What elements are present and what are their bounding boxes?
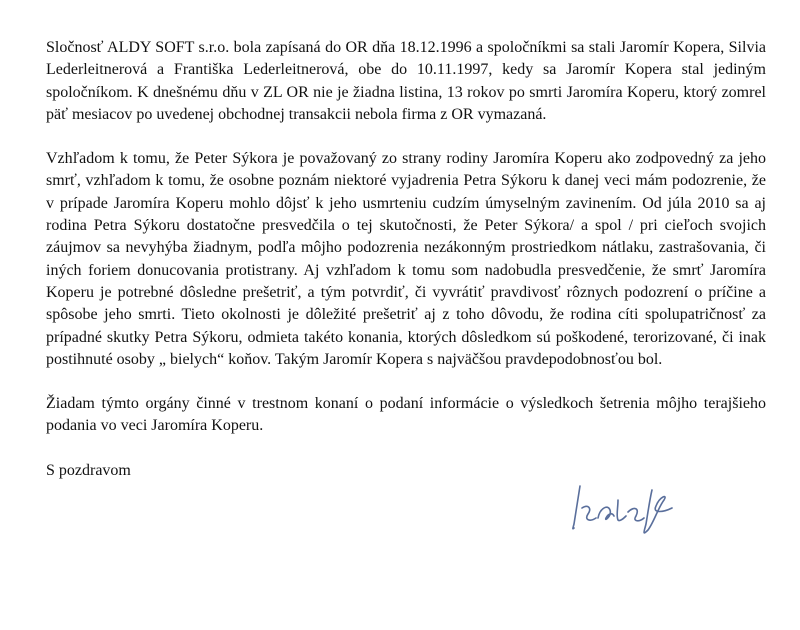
closing-greeting: S pozdravom	[46, 461, 131, 479]
document-body	[46, 37, 766, 482]
paragraph-suspicion: Vzhľadom k tomu, že Peter Sýkora je považovaný zo strany rodiny Jaromíra Koperu ako zodpovedný za jeho smrť, vzhľadom k tomu, že osobne poznám niektoré vyjadrenia Petra Sýkoru k danej veci mám podozrenie, že v prípade Jaromíra Koperu mohlo dôjsť k jeho usmrteniu cudzím úmyselným zavinením. Od júla 2010 sa aj rodina Petra Sýkoru dostatočne presvedčila o tej skutočnosti, že Peter Sýkora/ a spol / pri cieľoch svojich záujmov sa nevyhýba žiadnym, podľa môjho podozrenia nezákonným prostriedkom nátlaku, zastrašovania, či iných foriem donucovania protistrany. Aj vzhľadom k tomu som nadobudla presvedčenie, že smrť Jaromíra Koperu je potrebné dôsledne prešetriť, a tým potvrdiť, či vyvrátiť pravdivosť rôznych podozrení o príčine a spôsobe jeho smrti. Tieto okolnosti je dôležité prešetriť aj z toho dôvodu, že rodina cíti spolupatričnosť za prípadné skutky Petra Sýkoru, odmieta takéto konania, ktorých dôsledkom sú poškodené, terorizované, či inak postihnuté osoby „ bielych“ koňov. Takým Jaromír Kopera s najväčšou pravdepodobnosťou bol.	[46, 150, 766, 368]
paragraph-company-registration: Sločnosť ALDY SOFT s.r.o. bola zapísaná do OR dňa 18.12.1996 a spoločníkmi sa stali Jaromír Kopera, Silvia Lederleitnerová a Františka Lederleitnerová, obe do 10.11.1997, kedy sa Jaromír Kopera stal jediným spoločníkom. K dnešnému dňu v ZL OR nie je žiadna listina, 13 rokov po smrti Jaromíra Koperu, ktorý zomrel päť mesiacov po uvedenej obchodnej transakcii nebola firma z OR vymazaná.	[46, 39, 766, 123]
paragraph-request: Žiadam týmto orgány činné v trestnom konaní o podaní informácie o výsledkoch šetrenia môjho terajšieho podania vo veci Jaromíra Koperu.	[46, 395, 766, 435]
handwritten-signature	[568, 478, 686, 540]
